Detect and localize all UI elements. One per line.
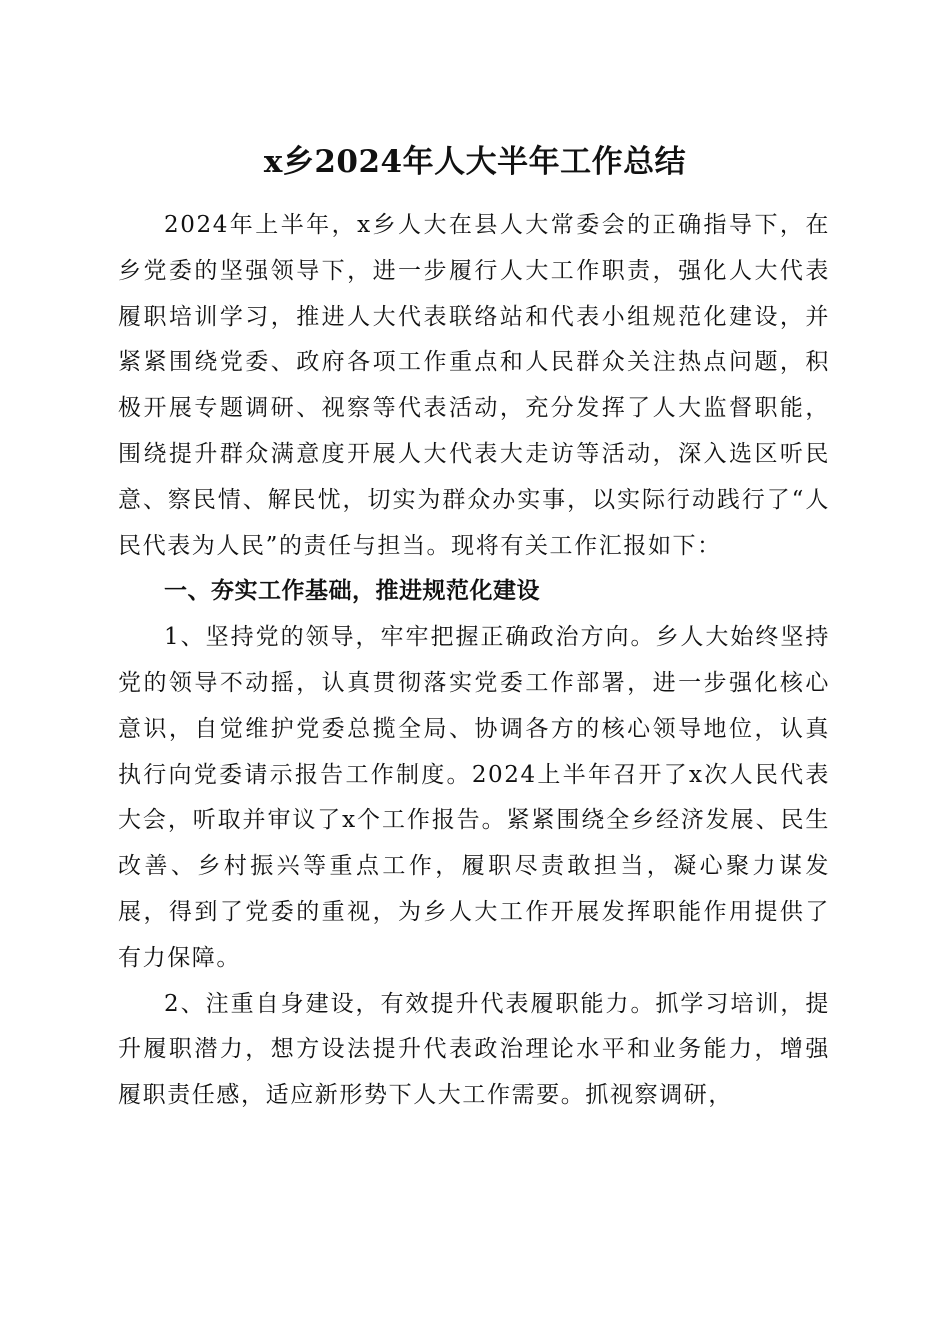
paragraph-2: 2、注重自身建设，有效提升代表履职能力。抓学习培训，提升履职潜力，想方设法提升代表政治理论水平和业务能力，增强履职责任感，适应新形势下人大工作需要。抓视察调研， [118,990,830,1109]
document-title: x乡2024年人大半年工作总结 [263,144,687,180]
paragraph-1: 1、坚持党的领导，牢牢把握正确政治方向。乡人大始终坚持党的领导不动摇，认真贯彻落实党委工作部署，进一步强化核心意识，自觉维护党委总揽全局、协调各方的核心领导地位，认真执行向党委请示报告工作制度。2024上半年召开了x次人民代表大会，听取并审议了x个工作报告。紧紧围绕全乡经济发展、民生改善、乡村振兴等重点工作，履职尽责敢担当，凝心聚力谋发展，得到了党委的重视，为乡人大工作开展发挥职能作用提供了有力保障。 [118,624,830,971]
intro-paragraph: 2024年上半年，x乡人大在县人大常委会的正确指导下，在乡党委的坚强领导下，进一步履行人大工作职责，强化人大代表履职培训学习，推进人大代表联络站和代表小组规范化建设，并紧紧围绕党委、政府各项工作重点和人民群众关注热点问题，积极开展专题调研、视察等代表活动，充分发挥了人大监督职能，围绕提升群众满意度开展人大代表大走访等活动，深入选区听民意、察民情、解民忧，切实为群众办实事，以实际行动践行了“人民代表为人民”的责任与担当。现将有关工作汇报如下： [118,212,830,559]
document-body [118,203,830,1119]
section-heading-1: 一、夯实工作基础，推进规范化建设 [164,578,540,605]
